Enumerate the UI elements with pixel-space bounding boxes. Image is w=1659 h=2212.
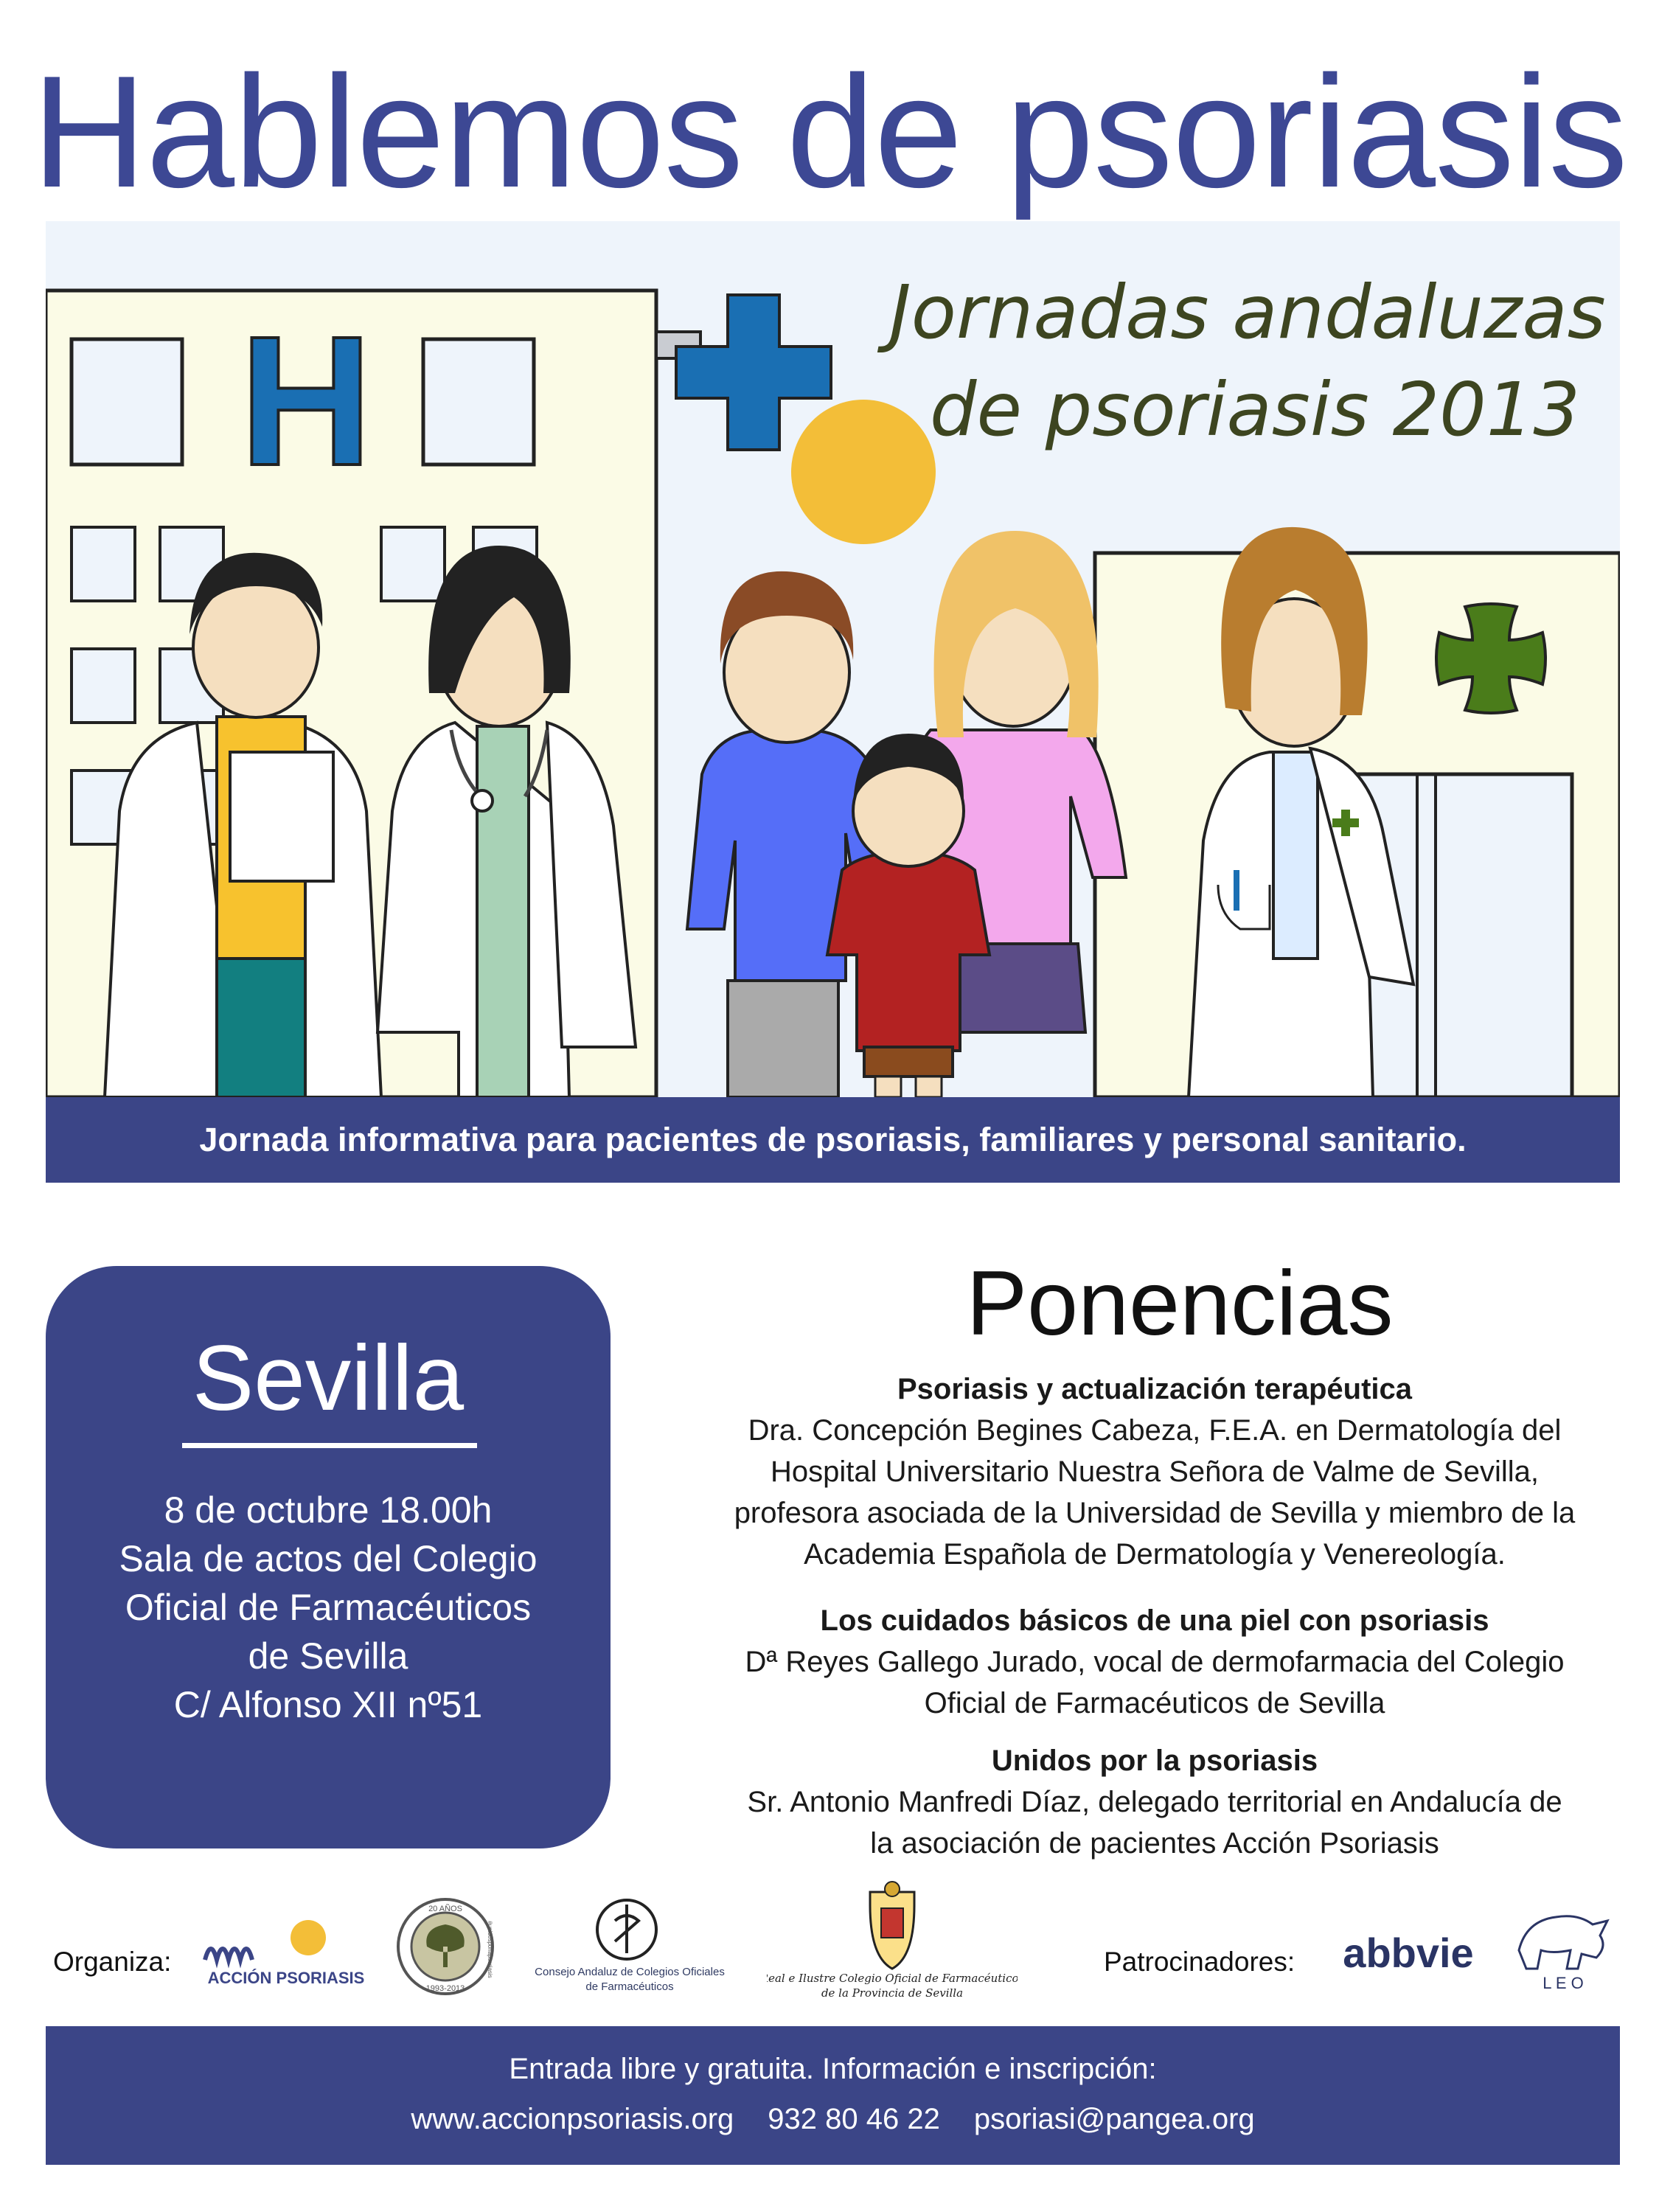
event-name-line2: de psoriasis 2013 (930, 366, 1580, 453)
page-title: Hablemos de psoriasis (32, 42, 1627, 220)
consejo-line1: Consejo Andaluz de Colegios Oficiales (535, 1966, 725, 1978)
consejo-andaluz-logo (519, 1891, 740, 2002)
organizers-label: Organiza: (53, 1947, 172, 1977)
sun-icon (791, 400, 936, 544)
colegio-line1: Real e Ilustre Colegio Oficial de Farmacéuticos (767, 1972, 1018, 1985)
talk-desc-line: Oficial de Farmacéuticos de Sevilla (924, 1687, 1385, 1719)
talk-item (686, 1740, 1624, 1864)
talk-desc-line: la asociación de pacientes Acción Psoriasis (870, 1827, 1439, 1860)
ponencias-heading: Ponencias (966, 1253, 1394, 1354)
venue-date-time: 8 de octubre 18.00h (164, 1489, 493, 1531)
footer-info-text: Entrada libre y gratuita. Información e inscripción: (509, 2053, 1157, 2085)
talk-desc-line: Dª Reyes Gallego Jurado, vocal de dermofarmacia del Colegio (745, 1646, 1565, 1678)
venue-address-line: de Sevilla (248, 1635, 408, 1677)
colegio-line2: de la Provincia de Sevilla (821, 1986, 964, 2000)
hospital-h-letter: H (239, 298, 373, 504)
accion-psoriasis-logo (198, 1916, 375, 1989)
seal-hashtag-text: #unidosporlapsoriasis (487, 1921, 493, 1978)
talk-item (686, 1368, 1624, 1575)
leo-text: L E O (1543, 1974, 1584, 1992)
website-link[interactable]: www.accionpsoriasis.org (411, 2103, 734, 2135)
event-name-line1: Jornadas andaluzas (889, 269, 1606, 355)
consejo-line2: de Farmacéuticos (585, 1980, 674, 1993)
talk-desc-line: Dra. Concepción Begines Cabeza, F.E.A. en Dermatología del (748, 1414, 1562, 1447)
venue-city: Sevilla (192, 1327, 465, 1430)
venue-address-line: C/ Alfonso XII nº51 (173, 1684, 483, 1725)
subtitle-band: Jornada informativa para pacientes de psoriasis, familiares y personal sanitario. (46, 1097, 1620, 1183)
sponsors-label: Patrocinadores: (1104, 1947, 1295, 1977)
footer-contacts (46, 2103, 1620, 2136)
footer-band (46, 2026, 1620, 2165)
talk-desc-line: Hospital Universitario Nuestra Señora de Valme de Sevilla, (771, 1455, 1539, 1488)
abbvie-text: abbvie (1343, 1930, 1474, 1976)
colegio-sevilla-logo (767, 1879, 1018, 2004)
city-underline (182, 1443, 477, 1448)
talk-title: Psoriasis y actualización terapéutica (897, 1373, 1413, 1405)
talk-desc-line: profesora asociada de la Universidad de Sevilla y miembro de la (734, 1497, 1576, 1529)
accion-psoriasis-text: ACCIÓN PSORIASIS (207, 1969, 365, 1987)
email-link[interactable]: psoriasi@pangea.org (973, 2103, 1255, 2135)
seal-years-text: 1993-2013 (425, 1984, 465, 1993)
venue-address-line: Oficial de Farmacéuticos (125, 1587, 532, 1628)
talk-title: Unidos por la psoriasis (991, 1745, 1318, 1777)
talk-title: Los cuidados básicos de una piel con psoriasis (820, 1604, 1489, 1637)
twenty-years-seal-logo (394, 1895, 497, 1998)
venue-card (46, 1266, 611, 1848)
phone-number[interactable]: 932 80 46 22 (768, 2103, 940, 2135)
talk-item (686, 1600, 1624, 1724)
seal-top-text: 20 AÑOS (428, 1905, 462, 1913)
hero-illustration (46, 221, 1620, 1097)
talk-desc-line: Academia Española de Dermatología y Venereología. (804, 1538, 1506, 1571)
leo-logo (1504, 1899, 1622, 1994)
talk-desc-line: Sr. Antonio Manfredi Díaz, delegado territorial en Andalucía de (747, 1786, 1562, 1818)
abbvie-logo (1331, 1930, 1486, 1982)
venue-address-line: Sala de actos del Colegio (119, 1538, 538, 1579)
